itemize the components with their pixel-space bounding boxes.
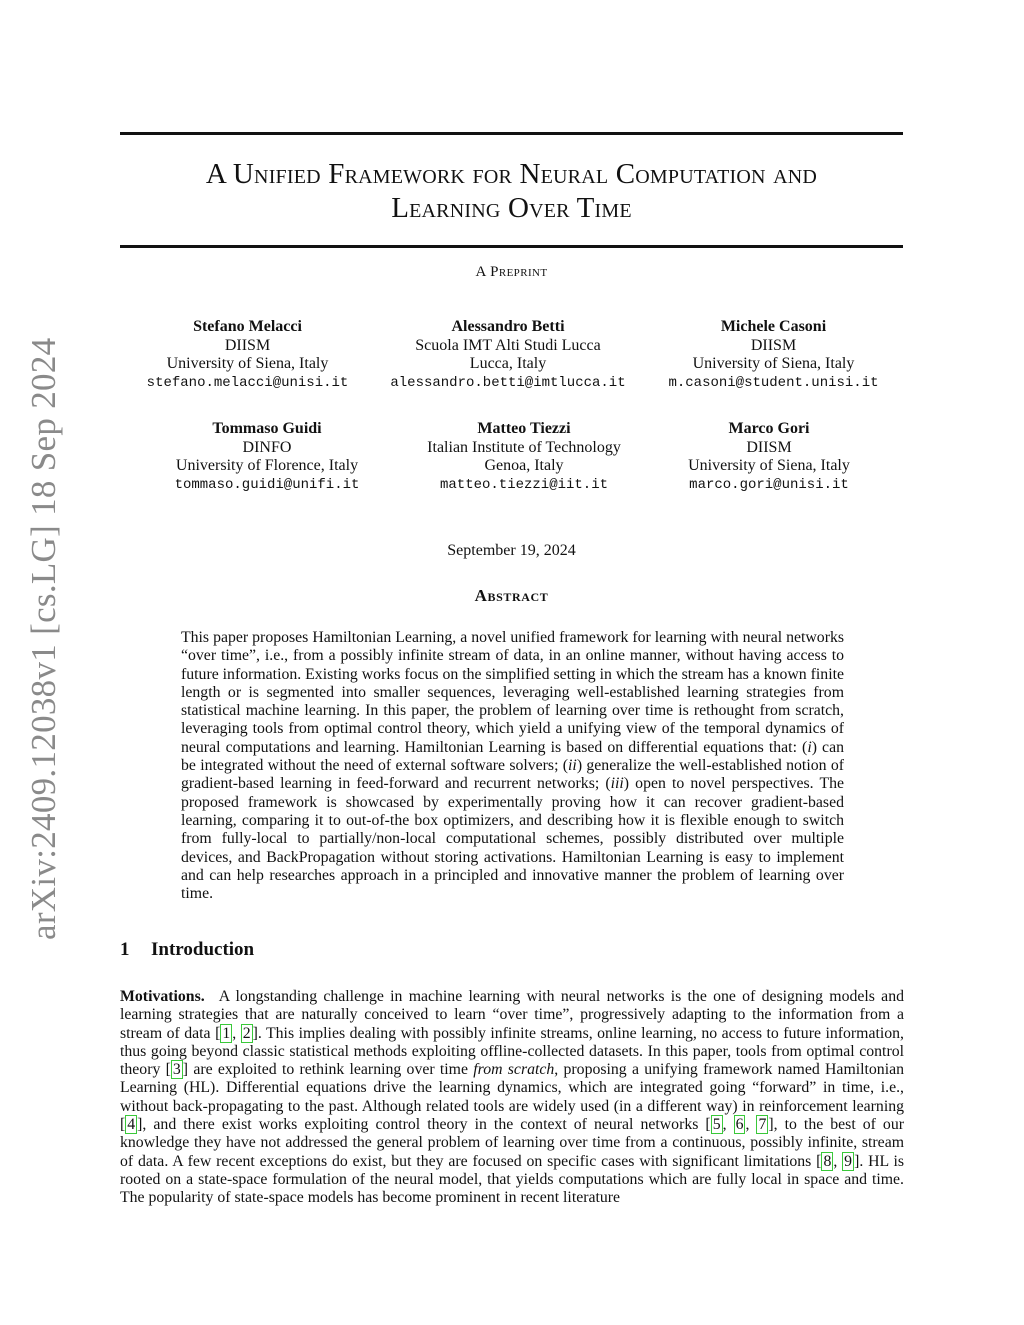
body-text: , bbox=[232, 1024, 241, 1042]
body-text: , proposing a unifying framework named Hamiltonian Learning (HL). Differential equations drive the learning dynamics, which are integrated going “forward” in time, i.e., without back-propagating to the past. Although related tools are widely used (in a different way) in reinforcement learning [ bbox=[120, 1061, 904, 1134]
abstract-math: i bbox=[807, 738, 812, 756]
abstract-math: iii bbox=[610, 775, 624, 793]
abstract-text bbox=[181, 629, 844, 903]
author-email[interactable]: alessandro.betti@imtlucca.it bbox=[390, 374, 626, 391]
paper-title bbox=[120, 157, 903, 225]
author-dept: DIISM bbox=[750, 336, 797, 354]
emphasis-text: from scratch bbox=[473, 1061, 555, 1079]
body-text: , bbox=[745, 1116, 757, 1134]
author-affiliation: University of Siena, Italy bbox=[692, 355, 855, 372]
preprint-label: A Preprint bbox=[475, 264, 548, 280]
author-email[interactable]: stefano.melacci@unisi.it bbox=[146, 374, 349, 391]
author-affiliation: Lucca, Italy bbox=[469, 355, 547, 372]
author-block bbox=[660, 318, 887, 392]
arxiv-side-label: arXiv:2409.12038v1 [cs.LG] 18 Sep 2024 bbox=[24, 337, 63, 940]
author-email[interactable]: m.casoni@student.unisi.it bbox=[668, 374, 879, 391]
author-dept: DIISM bbox=[224, 336, 271, 354]
author-affiliation: University of Florence, Italy bbox=[175, 457, 359, 474]
body-text: ], to the best of our knowledge they have not addressed the general problem of learning over time from a continuous, possibly infinite, stream of data. A few recent exceptions do exist, but they are focused on specific cases with significant limitations [ bbox=[120, 1116, 904, 1170]
abstract-part: ) open to novel perspectives. The proposed framework is showcased by experimentally proving how it can recover gradient-based learning, comparing it to out-of-the box optimizers, and describing how it is flexible enough to switch from fully-local to partially/non-local computational schemes, possibly distributed over multiple devices, and BackPropagation without storing activations. Hamiltonian Learning is easy to implement and can help researches approach in a principled and innovative manner the problem of learning over time. bbox=[181, 775, 844, 903]
author-email[interactable]: marco.gori@unisi.it bbox=[689, 476, 849, 493]
body-text: , bbox=[722, 1116, 734, 1134]
body-text: ]. This implies dealing with possibly infinite streams, online learning, no access to future information, thus going beyond classic statistical methods exploiting offline-collected datasets. In this paper, tools from optimal control theory [ bbox=[120, 1024, 904, 1079]
author-name: Alessandro Betti bbox=[451, 318, 565, 335]
author-block bbox=[138, 318, 357, 392]
abstract-part: ) can be integrated without the need of external software solvers; ( bbox=[181, 738, 844, 775]
title-bottom-rule bbox=[120, 245, 903, 248]
body-text: A longstanding challenge in machine learning with neural networks is the one of designing models and learning strategies that are naturally conceived to learn “over time”, progressively adapting to the information from a stream of data [ bbox=[120, 988, 904, 1042]
author-affiliation: University of Siena, Italy bbox=[688, 457, 850, 474]
paragraph-title: Motivations. bbox=[120, 988, 205, 1005]
citation-link[interactable]: 6 bbox=[735, 1116, 744, 1134]
author-name: Marco Gori bbox=[728, 420, 810, 437]
section-title: Introduction bbox=[151, 939, 255, 960]
author-name: Stefano Melacci bbox=[193, 318, 302, 335]
paper-date: September 19, 2024 bbox=[447, 542, 576, 559]
citation-link[interactable]: 9 bbox=[844, 1152, 853, 1170]
citation-link[interactable]: 5 bbox=[712, 1116, 721, 1134]
abstract-heading: Abstract bbox=[474, 586, 549, 605]
title-top-rule bbox=[120, 132, 903, 135]
abstract-math: ii bbox=[568, 757, 577, 775]
author-affiliation: Genoa, Italy bbox=[484, 457, 564, 474]
author-email[interactable]: matteo.tiezzi@iit.it bbox=[439, 476, 609, 493]
abstract-part: This paper proposes Hamiltonian Learning, a novel unified framework for learning with neural networks “over time”, i.e., from a possibly infinite stream of data, in an online manner, without having access to future information. Existing works focus on the simplified setting in which the stream has a known finite length or is segmented into smaller sequences, leveraging well-established learning strategies from statistical machine learning. In this paper, the problem of learning over time is rethought from scratch, leveraging tools from optimal control theory, which yield a unifying view of the temporal dynamics of neural computations and learning. Hamiltonian Learning is based on differential equations that: ( bbox=[181, 629, 844, 756]
abstract-part: ) generalize the well-established notion of gradient-based learning in feed-forward and recurrent networks; ( bbox=[181, 757, 844, 793]
body-text: ] are exploited to rethink learning over time bbox=[182, 1061, 474, 1079]
author-dept: Italian Institute of Technology bbox=[427, 438, 621, 456]
author-block bbox=[414, 420, 634, 494]
introduction-paragraph bbox=[120, 988, 904, 1208]
author-block bbox=[382, 318, 634, 392]
author-name: Matteo Tiezzi bbox=[477, 420, 571, 437]
author-block bbox=[677, 420, 861, 494]
author-affiliation: University of Siena, Italy bbox=[166, 355, 329, 372]
title-line-2: Learning Over Time bbox=[391, 192, 632, 224]
section-number: 1 bbox=[120, 939, 130, 960]
body-text: ], and there exist works exploiting control theory in the context of neural networks [ bbox=[137, 1116, 711, 1134]
author-dept: DINFO bbox=[242, 438, 292, 456]
citation-link[interactable]: 8 bbox=[823, 1152, 832, 1170]
citation-link[interactable]: 7 bbox=[758, 1116, 767, 1134]
citation-link[interactable]: 4 bbox=[127, 1116, 136, 1134]
body-text: , bbox=[833, 1152, 843, 1170]
author-name: Michele Casoni bbox=[720, 318, 827, 335]
author-name: Tommaso Guidi bbox=[212, 420, 322, 437]
author-email[interactable]: tommaso.guidi@unifi.it bbox=[174, 476, 360, 493]
author-block bbox=[168, 420, 366, 494]
citation-link[interactable]: 2 bbox=[242, 1024, 251, 1042]
author-dept: Scuola IMT Alti Studi Lucca bbox=[415, 336, 601, 354]
body-text: ]. HL is rooted on a state-space formulation of the neural model, that yields computations which are fully local in space and time. The popularity of state-space models has become prominent in recent literature bbox=[120, 1152, 904, 1207]
author-dept: DIISM bbox=[746, 438, 792, 456]
citation-link[interactable]: 3 bbox=[172, 1061, 181, 1079]
section-heading-introduction bbox=[120, 939, 254, 961]
citation-link[interactable]: 1 bbox=[222, 1024, 231, 1042]
title-line-1: A Unified Framework for Neural Computation and bbox=[205, 158, 818, 190]
